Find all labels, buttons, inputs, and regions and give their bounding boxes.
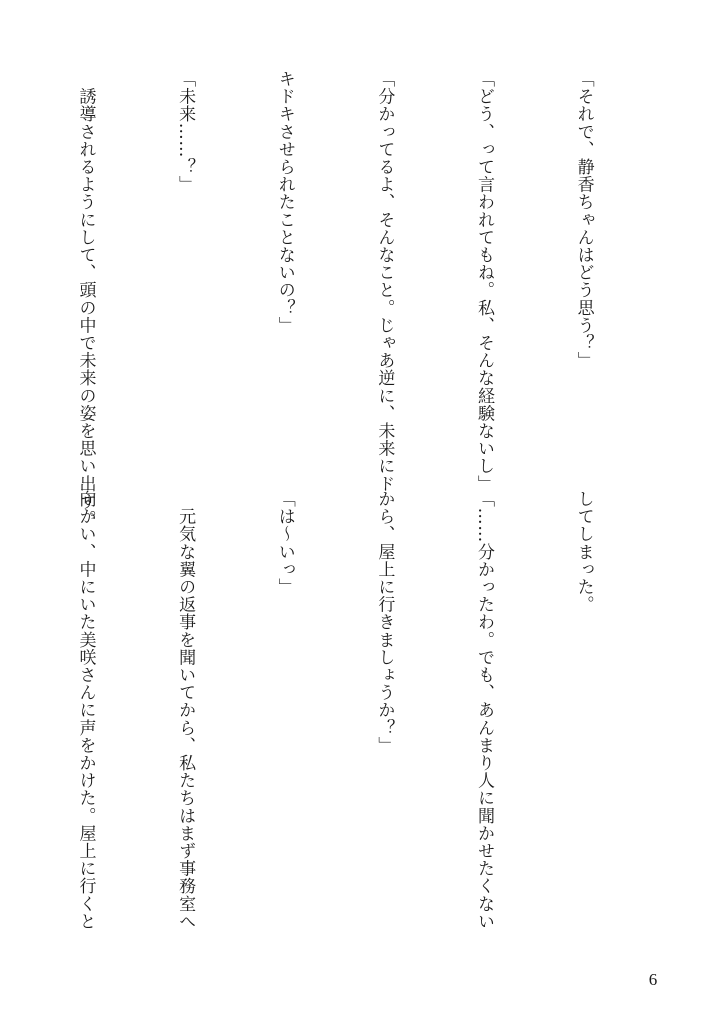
- upper-text-block: [75, 70, 666, 528]
- text-line: 「……分かったわ。でも、あんまり人に聞かせたくない: [473, 490, 494, 930]
- page-number: 6: [648, 970, 658, 989]
- text-line: [0, 490, 2, 900]
- text-line: 向かい、中にいた美咲さんに声をかけた。屋上に行くと: [75, 490, 96, 930]
- text-line: 「どう、って言われてもね。私、そんな経験ないし」: [473, 70, 494, 493]
- text-line: から、屋上に行きましょうか？」: [374, 490, 395, 754]
- text-line: 「は～いっ」: [274, 490, 295, 596]
- text-line: 元気な翼の返事を聞いてから、私たちはまず事務室へ: [175, 490, 196, 930]
- text-line: 誘導されるようにして、頭の中で未来の姿を思い出す。: [75, 70, 96, 528]
- text-line: 「未来……？」: [175, 70, 196, 194]
- text-line: [0, 70, 2, 480]
- text-line: 「それで、静香ちゃんはどう思う？」: [573, 70, 594, 370]
- text-line: キドキさせられたことないの？」: [274, 70, 295, 334]
- lower-text-block: [75, 490, 666, 930]
- text-line: してしまった。: [573, 490, 594, 614]
- text-line: 「分かってるよ、そんなこと。じゃあ逆に、未来にド: [374, 70, 395, 493]
